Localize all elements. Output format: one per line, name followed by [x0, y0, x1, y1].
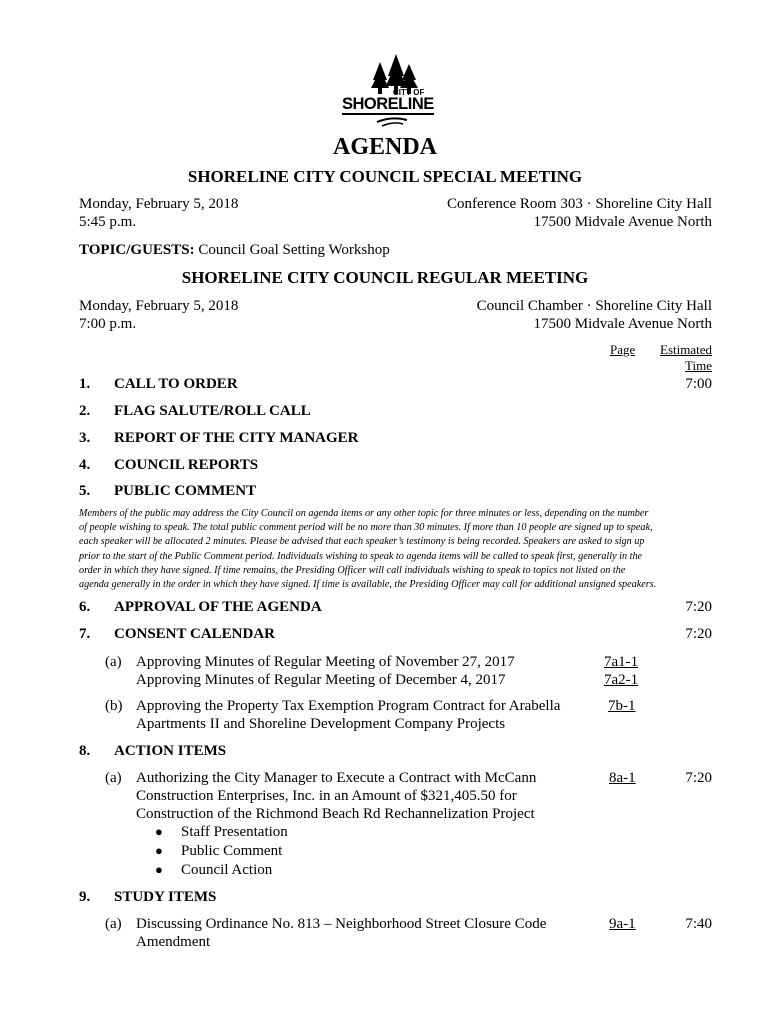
item-number: 7. [79, 626, 91, 642]
subitem-text: Construction of the Richmond Beach Rd Rechannelization Project [136, 806, 535, 822]
topic-label: TOPIC/GUESTS: [79, 242, 195, 258]
subitem-text: Construction Enterprises, Inc. in an Amount of $321,405.50 for [136, 788, 517, 804]
bullet-text: Public Comment [181, 843, 283, 859]
item-public-comment: PUBLIC COMMENT [114, 483, 257, 499]
subitem-label: (a) [105, 770, 122, 786]
bullet-item [155, 861, 272, 879]
city-logo [337, 50, 447, 128]
topic-value: Council Goal Setting Workshop [198, 242, 390, 258]
logo-shoreline: SHORELINE [342, 95, 434, 113]
topic-guests [79, 241, 390, 259]
logo-city-of: CITY OF [393, 88, 425, 97]
subitem-label: (a) [105, 916, 122, 932]
item-time: 7:00 [685, 376, 712, 392]
item-number: 8. [79, 743, 91, 759]
item-number: 3. [79, 430, 91, 446]
subitem-text: Approving Minutes of Regular Meeting of December 4, 2017 [136, 672, 506, 688]
subitem-text: Approving the Property Tax Exemption Program Contract for Arabella [136, 698, 561, 714]
item-council-reports: COUNCIL REPORTS [114, 457, 259, 473]
special-time: 5:45 p.m. [79, 214, 137, 230]
regular-date: Monday, February 5, 2018 [79, 298, 239, 314]
tree-icon [337, 50, 447, 128]
special-address: 17500 Midvale Avenue North [533, 214, 712, 230]
subitem-text: Amendment [136, 934, 211, 950]
bullet-item [155, 823, 288, 841]
item-call-to-order: CALL TO ORDER [114, 376, 238, 392]
regular-meeting-title: SHORELINE CITY COUNCIL REGULAR MEETING [181, 268, 589, 287]
special-meeting-title: SHORELINE CITY COUNCIL SPECIAL MEETING [187, 167, 583, 186]
note-line: of people wishing to speak. The total public comment period will be no more than 30 minutes. If more than 10 people are signed up to speak, [79, 522, 653, 534]
page-link[interactable]: 7b-1 [608, 698, 636, 714]
item-study-items: STUDY ITEMS [114, 889, 217, 905]
page-link[interactable]: 9a-1 [609, 916, 636, 932]
subitem-text: Discussing Ordinance No. 813 – Neighborhood Street Closure Code [136, 916, 547, 932]
item-time: 7:20 [685, 599, 712, 615]
item-number: 1. [79, 376, 91, 392]
public-comment-note [79, 507, 712, 592]
column-page: Page [610, 342, 636, 357]
agenda-heading: AGENDA [332, 134, 437, 160]
bullet-text: Council Action [181, 862, 273, 878]
note-line: agenda generally in the order in which they have signed. If time is available, the Presiding Officer may call for additional unsigned speakers. [79, 579, 657, 591]
item-time: 7:20 [685, 770, 712, 786]
page-link[interactable]: 7a1-1 [604, 654, 639, 670]
note-line: each speaker will be allocated 2 minutes. Please be advised that each speaker’s testimony is being recorded. Speakers are asked to sign up [79, 536, 645, 548]
item-number: 9. [79, 889, 91, 905]
regular-time: 7:00 p.m. [79, 316, 137, 332]
item-number: 6. [79, 599, 91, 615]
column-time: Time [685, 358, 712, 373]
column-estimated: Estimated [660, 342, 712, 357]
bullet-item [155, 842, 282, 860]
note-line: prior to the start of the Public Comment period. Individuals wishing to speak to agenda items will be called to speak first, generally in the [79, 550, 643, 562]
special-location: Conference Room 303 · Shoreline City Hall [447, 196, 712, 212]
subitem-label: (a) [105, 654, 122, 670]
regular-address: 17500 Midvale Avenue North [533, 316, 712, 332]
subitem-text: Authorizing the City Manager to Execute a Contract with McCann [136, 770, 537, 786]
item-time: 7:40 [685, 916, 712, 932]
subitem-label: (b) [105, 698, 123, 714]
item-flag-salute: FLAG SALUTE/ROLL CALL [114, 403, 311, 419]
item-number: 2. [79, 403, 91, 419]
item-number: 5. [79, 483, 91, 499]
bullet-icon: ● [155, 824, 163, 839]
subitem-text: Approving Minutes of Regular Meeting of November 27, 2017 [136, 654, 515, 670]
note-line: Members of the public may address the City Council on agenda items or any other topic for three minutes or less, depending on the number [79, 508, 649, 519]
bullet-text: Staff Presentation [181, 824, 288, 840]
item-city-manager-report: REPORT OF THE CITY MANAGER [114, 430, 359, 446]
regular-location: Council Chamber · Shoreline City Hall [476, 298, 712, 314]
special-date: Monday, February 5, 2018 [79, 196, 239, 212]
item-approval-of-agenda: APPROVAL OF THE AGENDA [114, 599, 322, 615]
bullet-icon: ● [155, 862, 163, 877]
page-link[interactable]: 8a-1 [609, 770, 636, 786]
subitem-text: Apartments II and Shoreline Development Company Projects [136, 716, 506, 732]
page-link[interactable]: 7a2-1 [604, 672, 639, 688]
bullet-icon: ● [155, 843, 163, 858]
item-number: 4. [79, 457, 91, 473]
item-consent-calendar: CONSENT CALENDAR [114, 626, 276, 642]
item-action-items: ACTION ITEMS [114, 743, 227, 759]
note-line: order in which they have signed. If time remains, the Presiding Officer will call individuals wishing to speak to topics not listed on the [79, 564, 626, 576]
item-time: 7:20 [685, 626, 712, 642]
